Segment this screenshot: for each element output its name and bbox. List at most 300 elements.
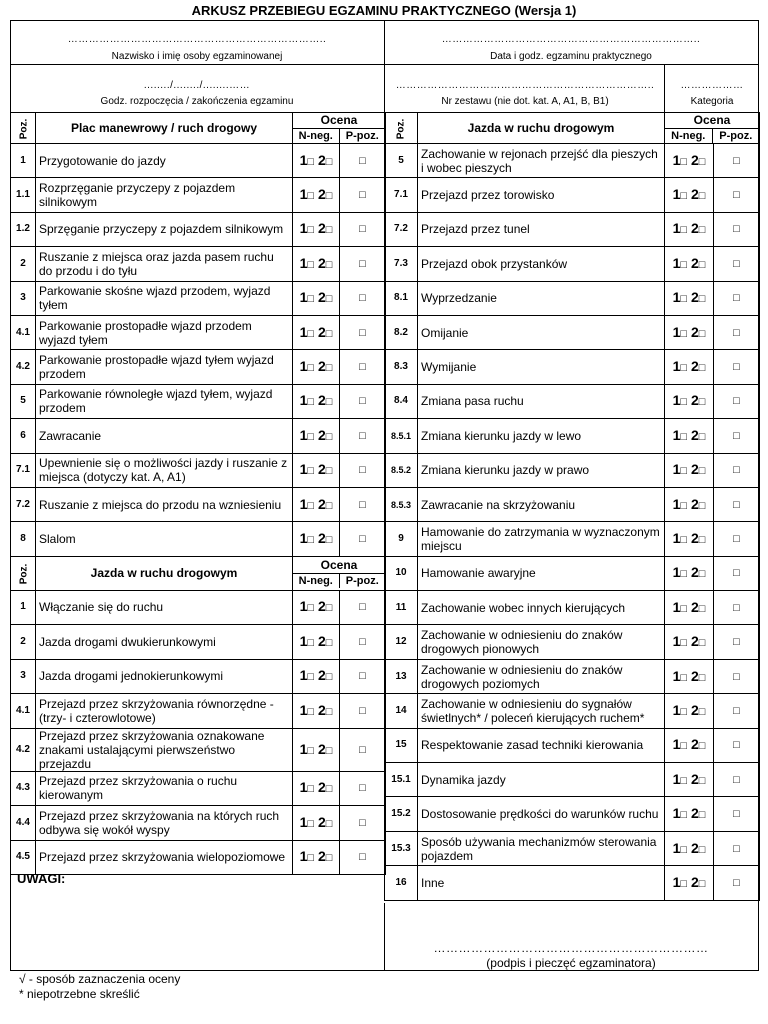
- table-row: [385, 384, 760, 418]
- table-row: [385, 831, 760, 865]
- score-checkboxes[interactable]: [293, 840, 340, 875]
- nneg-label: N-neg.: [293, 574, 340, 588]
- item-text: Ruszanie z miejsca oraz jazda pasem ruchu do przodu i do tyłu: [36, 247, 293, 281]
- score-checkboxes[interactable]: [665, 247, 714, 281]
- item-number: 7.2: [385, 212, 418, 246]
- score-1-label: 1: [299, 220, 308, 237]
- score-2-label: 2: [690, 151, 699, 168]
- score-2-label: 2: [690, 770, 699, 787]
- score-2-checkbox[interactable]: □: [698, 258, 706, 271]
- poz-header: [11, 556, 36, 590]
- item-number: 11: [385, 591, 418, 625]
- score-2-label: 2: [690, 736, 699, 753]
- score-1-checkbox[interactable]: □: [307, 258, 315, 271]
- item-text: Jazda drogami jednokierunkowymi: [36, 659, 293, 694]
- item-text: Dynamika jazdy: [418, 763, 665, 797]
- left-table: [10, 112, 386, 875]
- table-row: [385, 315, 760, 349]
- item-text: Ruszanie z miejsca do przodu na wzniesieniu: [36, 487, 293, 521]
- score-checkboxes[interactable]: [293, 384, 340, 418]
- item-text: Zmiana kierunku jazdy w prawo: [418, 453, 665, 487]
- table-row: [385, 694, 760, 728]
- score-checkboxes[interactable]: [665, 281, 714, 315]
- score-checkboxes[interactable]: [665, 831, 714, 865]
- score-2-checkbox[interactable]: □: [698, 774, 706, 787]
- table-row: [11, 806, 386, 841]
- ppoz-checkbox[interactable]: □: [340, 659, 386, 694]
- item-text: Przejazd przez skrzyżowania wielopoziomowe: [36, 840, 293, 875]
- ppoz-checkbox[interactable]: □: [714, 487, 760, 521]
- ppoz-checkbox[interactable]: □: [714, 144, 760, 178]
- table-row: [385, 453, 760, 487]
- item-text: Zachowanie w rejonach przejść dla pieszych i wobec pieszych: [418, 144, 665, 178]
- score-1-checkbox[interactable]: □: [680, 809, 688, 822]
- item-number: 8.1: [385, 281, 418, 315]
- score-1-label: 1: [299, 151, 308, 168]
- ppoz-checkbox[interactable]: □: [714, 659, 760, 693]
- score-1-label: 1: [672, 495, 681, 512]
- score-1-checkbox[interactable]: □: [307, 465, 315, 478]
- score-1-label: 1: [672, 839, 681, 856]
- score-2-checkbox[interactable]: □: [325, 293, 333, 306]
- score-checkboxes[interactable]: [665, 350, 714, 384]
- score-1-checkbox[interactable]: □: [680, 293, 688, 306]
- time-dots[interactable]: ......../......../........……: [143, 80, 251, 91]
- score-checkboxes[interactable]: [293, 487, 340, 521]
- score-2-label: 2: [690, 839, 699, 856]
- score-1-checkbox[interactable]: □: [680, 843, 688, 856]
- ppoz-checkbox[interactable]: □: [340, 281, 386, 315]
- score-checkboxes[interactable]: [665, 384, 714, 418]
- item-number: 16: [385, 866, 418, 900]
- ppoz-checkbox[interactable]: □: [340, 590, 386, 625]
- score-checkboxes[interactable]: [665, 144, 714, 178]
- score-checkboxes[interactable]: [293, 728, 340, 771]
- score-1-checkbox[interactable]: □: [307, 362, 315, 375]
- table-row: [385, 281, 760, 315]
- score-2-label: 2: [317, 323, 326, 340]
- item-number: 15.2: [385, 797, 418, 831]
- score-1-checkbox[interactable]: □: [680, 774, 688, 787]
- score-1-checkbox[interactable]: □: [307, 155, 315, 168]
- score-1-checkbox[interactable]: □: [680, 430, 688, 443]
- score-2-checkbox[interactable]: □: [325, 533, 333, 546]
- signature-label: (podpis i pieczęć egzaminatora): [486, 956, 656, 970]
- score-1-checkbox[interactable]: □: [307, 636, 315, 649]
- table-row: [11, 212, 386, 246]
- score-1-checkbox[interactable]: □: [680, 705, 688, 718]
- score-checkboxes[interactable]: [293, 144, 340, 178]
- ppoz-checkbox[interactable]: □: [714, 694, 760, 728]
- score-checkboxes[interactable]: [293, 178, 340, 212]
- score-1-checkbox[interactable]: □: [680, 155, 688, 168]
- score-checkboxes[interactable]: [665, 625, 714, 659]
- score-2-label: 2: [317, 740, 326, 757]
- score-1-checkbox[interactable]: □: [680, 740, 688, 753]
- score-1-label: 1: [299, 426, 308, 443]
- score-checkboxes[interactable]: [293, 212, 340, 246]
- score-2-checkbox[interactable]: □: [325, 327, 333, 340]
- score-2-label: 2: [690, 667, 699, 684]
- score-2-checkbox[interactable]: □: [325, 362, 333, 375]
- ocena-header: [665, 113, 760, 144]
- score-2-label: 2: [317, 461, 326, 478]
- score-1-checkbox[interactable]: □: [307, 705, 315, 718]
- score-1-label: 1: [299, 529, 308, 546]
- ppoz-checkbox[interactable]: □: [714, 591, 760, 625]
- table-row: [385, 178, 760, 212]
- ppoz-checkbox[interactable]: □: [340, 487, 386, 521]
- item-number: 14: [385, 694, 418, 728]
- score-2-checkbox[interactable]: □: [325, 396, 333, 409]
- score-checkboxes[interactable]: [293, 694, 340, 729]
- ppoz-checkbox[interactable]: □: [714, 178, 760, 212]
- score-checkboxes[interactable]: [293, 806, 340, 841]
- ppoz-checkbox[interactable]: □: [714, 728, 760, 762]
- ppoz-checkbox[interactable]: □: [340, 247, 386, 281]
- ppoz-checkbox[interactable]: □: [714, 384, 760, 418]
- ppoz-checkbox[interactable]: □: [714, 281, 760, 315]
- score-1-checkbox[interactable]: □: [680, 190, 688, 203]
- score-2-label: 2: [317, 289, 326, 306]
- right-table: [384, 112, 760, 901]
- score-1-label: 1: [672, 805, 681, 822]
- item-text: Zachowanie w odniesieniu do znaków drogowych poziomych: [418, 659, 665, 693]
- score-2-label: 2: [690, 598, 699, 615]
- ppoz-checkbox[interactable]: □: [340, 178, 386, 212]
- score-2-checkbox[interactable]: □: [325, 705, 333, 718]
- item-text: Wymijanie: [418, 350, 665, 384]
- score-2-label: 2: [690, 289, 699, 306]
- score-2-checkbox[interactable]: □: [698, 190, 706, 203]
- score-checkboxes[interactable]: [665, 487, 714, 521]
- score-1-label: 1: [299, 495, 308, 512]
- score-2-label: 2: [690, 805, 699, 822]
- ppoz-checkbox[interactable]: □: [714, 315, 760, 349]
- score-1-label: 1: [672, 426, 681, 443]
- item-number: 8.5.3: [385, 487, 418, 521]
- score-2-checkbox[interactable]: □: [325, 852, 333, 865]
- score-2-checkbox[interactable]: □: [325, 744, 333, 757]
- item-text: Włączanie się do ruchu: [36, 590, 293, 625]
- score-2-label: 2: [690, 529, 699, 546]
- set-label: Nr zestawu (nie dot. kat. A, A1, B, B1): [441, 96, 609, 107]
- score-2-label: 2: [690, 186, 699, 203]
- item-number: 4.3: [11, 771, 36, 806]
- score-2-label: 2: [317, 848, 326, 865]
- ppoz-checkbox[interactable]: □: [340, 625, 386, 660]
- poz-label: Poz.: [395, 118, 406, 140]
- score-1-checkbox[interactable]: □: [680, 224, 688, 237]
- uwagi-label: UWAGI:: [17, 871, 66, 886]
- ppoz-checkbox[interactable]: □: [714, 522, 760, 556]
- section-header: [11, 556, 386, 590]
- score-1-label: 1: [672, 461, 681, 478]
- item-number: 2: [11, 625, 36, 660]
- score-2-checkbox[interactable]: □: [698, 637, 706, 650]
- ppoz-checkbox[interactable]: □: [340, 212, 386, 246]
- signature-dots[interactable]: …………………………………………………………: [433, 941, 709, 955]
- section-title: Plac manewrowy / ruch drogowy: [36, 113, 293, 144]
- table-row: [11, 315, 386, 349]
- score-checkboxes[interactable]: [293, 771, 340, 806]
- ppoz-checkbox[interactable]: □: [714, 350, 760, 384]
- item-number: 5: [11, 384, 36, 418]
- table-row: [11, 659, 386, 694]
- ppoz-checkbox[interactable]: □: [714, 212, 760, 246]
- score-1-checkbox[interactable]: □: [680, 602, 688, 615]
- score-checkboxes[interactable]: [665, 522, 714, 556]
- score-2-checkbox[interactable]: □: [698, 568, 706, 581]
- score-1-checkbox[interactable]: □: [307, 293, 315, 306]
- score-2-checkbox[interactable]: □: [325, 465, 333, 478]
- category-dots[interactable]: ………………: [680, 80, 744, 91]
- score-2-checkbox[interactable]: □: [698, 465, 706, 478]
- score-checkboxes[interactable]: [293, 659, 340, 694]
- ppoz-checkbox[interactable]: □: [714, 625, 760, 659]
- score-2-checkbox[interactable]: □: [698, 843, 706, 856]
- ppoz-checkbox[interactable]: □: [340, 806, 386, 841]
- score-1-checkbox[interactable]: □: [680, 258, 688, 271]
- score-2-checkbox[interactable]: □: [698, 430, 706, 443]
- score-1-checkbox[interactable]: □: [307, 671, 315, 684]
- score-checkboxes[interactable]: [665, 694, 714, 728]
- score-2-label: 2: [317, 529, 326, 546]
- score-checkboxes[interactable]: [665, 591, 714, 625]
- item-number: 7.2: [11, 487, 36, 521]
- score-2-checkbox[interactable]: □: [325, 817, 333, 830]
- score-checkboxes[interactable]: [665, 556, 714, 590]
- score-2-checkbox[interactable]: □: [698, 396, 706, 409]
- score-checkboxes[interactable]: [665, 728, 714, 762]
- score-2-checkbox[interactable]: □: [698, 327, 706, 340]
- score-checkboxes[interactable]: [665, 315, 714, 349]
- score-2-checkbox[interactable]: □: [698, 499, 706, 512]
- ppoz-checkbox[interactable]: □: [340, 350, 386, 384]
- ocena-label: Ocena: [665, 113, 759, 129]
- table-row: [11, 522, 386, 556]
- item-text: Przejazd przez tunel: [418, 212, 665, 246]
- score-checkboxes[interactable]: [293, 522, 340, 556]
- score-1-checkbox[interactable]: □: [680, 568, 688, 581]
- score-2-label: 2: [317, 358, 326, 375]
- score-2-checkbox[interactable]: □: [698, 740, 706, 753]
- score-1-checkbox[interactable]: □: [307, 744, 315, 757]
- table-row: [385, 522, 760, 556]
- score-1-checkbox[interactable]: □: [307, 602, 315, 615]
- score-1-checkbox[interactable]: □: [680, 396, 688, 409]
- score-2-checkbox[interactable]: □: [698, 602, 706, 615]
- score-2-label: 2: [690, 633, 699, 650]
- score-2-checkbox[interactable]: □: [325, 224, 333, 237]
- item-number: 4.2: [11, 728, 36, 771]
- score-1-label: 1: [299, 632, 308, 649]
- score-2-checkbox[interactable]: □: [698, 533, 706, 546]
- score-1-label: 1: [672, 220, 681, 237]
- item-number: 15.3: [385, 831, 418, 865]
- ocena-header: [293, 113, 386, 144]
- ppoz-checkbox[interactable]: □: [714, 866, 760, 900]
- score-1-checkbox[interactable]: □: [307, 783, 315, 796]
- item-number: 1.1: [11, 178, 36, 212]
- score-1-checkbox[interactable]: □: [307, 533, 315, 546]
- score-checkboxes[interactable]: [293, 315, 340, 349]
- score-1-checkbox[interactable]: □: [307, 224, 315, 237]
- ppoz-checkbox[interactable]: □: [340, 315, 386, 349]
- score-1-checkbox[interactable]: □: [307, 430, 315, 443]
- item-number: 4.5: [11, 840, 36, 875]
- score-2-label: 2: [690, 254, 699, 271]
- ppoz-checkbox[interactable]: □: [714, 419, 760, 453]
- score-2-checkbox[interactable]: □: [325, 430, 333, 443]
- score-checkboxes[interactable]: [665, 866, 714, 900]
- score-checkboxes[interactable]: [293, 247, 340, 281]
- item-number: 8.4: [385, 384, 418, 418]
- score-checkboxes[interactable]: [293, 453, 340, 487]
- name-dots[interactable]: ………………………………………………………………..: [67, 34, 327, 45]
- item-number: 8.5.1: [385, 419, 418, 453]
- ppoz-checkbox[interactable]: □: [340, 694, 386, 729]
- score-checkboxes[interactable]: [665, 178, 714, 212]
- score-2-checkbox[interactable]: □: [325, 499, 333, 512]
- score-1-checkbox[interactable]: □: [307, 327, 315, 340]
- score-checkboxes[interactable]: [665, 212, 714, 246]
- score-2-label: 2: [690, 461, 699, 478]
- item-number: 13: [385, 659, 418, 693]
- score-1-checkbox[interactable]: □: [680, 465, 688, 478]
- score-checkboxes[interactable]: [293, 419, 340, 453]
- score-2-label: 2: [317, 495, 326, 512]
- score-2-checkbox[interactable]: □: [698, 155, 706, 168]
- score-1-checkbox[interactable]: □: [307, 817, 315, 830]
- table-row: [385, 144, 760, 178]
- ppoz-checkbox[interactable]: □: [714, 831, 760, 865]
- score-1-checkbox[interactable]: □: [680, 877, 688, 890]
- item-text: Przejazd przez skrzyżowania o ruchu kierowanym: [36, 771, 293, 806]
- score-2-label: 2: [317, 426, 326, 443]
- ppoz-checkbox[interactable]: □: [340, 384, 386, 418]
- item-text: Przejazd przez skrzyżowania oznakowane znakami ustalającymi pierwszeństwo przejazdu: [36, 728, 293, 771]
- score-1-checkbox[interactable]: □: [680, 671, 688, 684]
- score-checkboxes[interactable]: [665, 797, 714, 831]
- item-text: Zawracanie na skrzyżowaniu: [418, 487, 665, 521]
- item-number: 7.1: [385, 178, 418, 212]
- score-checkboxes[interactable]: [293, 281, 340, 315]
- date-dots[interactable]: ………………………………………………………………..: [441, 34, 701, 45]
- score-1-label: 1: [299, 598, 308, 615]
- score-2-checkbox[interactable]: □: [698, 293, 706, 306]
- score-2-checkbox[interactable]: □: [698, 877, 706, 890]
- item-text: Hamowanie do zatrzymania w wyznaczonym miejscu: [418, 522, 665, 556]
- score-2-checkbox[interactable]: □: [325, 602, 333, 615]
- score-checkboxes[interactable]: [293, 625, 340, 660]
- table-row: [385, 556, 760, 590]
- score-1-checkbox[interactable]: □: [680, 637, 688, 650]
- ppoz-checkbox[interactable]: □: [714, 556, 760, 590]
- score-checkboxes[interactable]: [665, 763, 714, 797]
- score-2-checkbox[interactable]: □: [698, 809, 706, 822]
- ppoz-checkbox[interactable]: □: [714, 247, 760, 281]
- score-1-checkbox[interactable]: □: [680, 533, 688, 546]
- score-checkboxes[interactable]: [293, 590, 340, 625]
- score-2-checkbox[interactable]: □: [325, 636, 333, 649]
- item-text: Zmiana pasa ruchu: [418, 384, 665, 418]
- ppoz-checkbox[interactable]: □: [340, 144, 386, 178]
- ppoz-checkbox[interactable]: □: [714, 763, 760, 797]
- ppoz-checkbox[interactable]: □: [340, 419, 386, 453]
- item-text: Parkowanie równoległe wjazd tyłem, wyjazd przodem: [36, 384, 293, 418]
- item-text: Parkowanie prostopadłe wjazd tyłem wyjazd przodem: [36, 350, 293, 384]
- score-2-checkbox[interactable]: □: [698, 224, 706, 237]
- score-1-checkbox[interactable]: □: [680, 362, 688, 375]
- score-2-checkbox[interactable]: □: [698, 705, 706, 718]
- score-2-checkbox[interactable]: □: [698, 671, 706, 684]
- score-2-label: 2: [690, 323, 699, 340]
- ppoz-checkbox[interactable]: □: [340, 728, 386, 771]
- score-1-checkbox[interactable]: □: [680, 327, 688, 340]
- score-1-label: 1: [299, 848, 308, 865]
- score-checkboxes[interactable]: [665, 453, 714, 487]
- score-1-checkbox[interactable]: □: [307, 396, 315, 409]
- score-2-checkbox[interactable]: □: [325, 783, 333, 796]
- item-number: 12: [385, 625, 418, 659]
- score-1-label: 1: [672, 186, 681, 203]
- ppoz-checkbox[interactable]: □: [340, 453, 386, 487]
- score-2-checkbox[interactable]: □: [325, 258, 333, 271]
- set-dots[interactable]: ………………………………………………………………..: [395, 80, 655, 91]
- table-row: [11, 281, 386, 315]
- score-1-checkbox[interactable]: □: [307, 499, 315, 512]
- score-1-label: 1: [672, 770, 681, 787]
- score-2-label: 2: [317, 151, 326, 168]
- ppoz-checkbox[interactable]: □: [340, 522, 386, 556]
- ppoz-checkbox[interactable]: □: [340, 840, 386, 875]
- score-2-label: 2: [317, 632, 326, 649]
- score-2-checkbox[interactable]: □: [325, 671, 333, 684]
- score-2-checkbox[interactable]: □: [325, 190, 333, 203]
- table-row: [11, 350, 386, 384]
- item-text: Parkowanie prostopadłe wjazd przodem wyjazd tyłem: [36, 315, 293, 349]
- poz-label: Poz.: [18, 118, 30, 140]
- score-1-label: 1: [299, 740, 308, 757]
- ppoz-checkbox[interactable]: □: [340, 771, 386, 806]
- item-number: 6: [11, 419, 36, 453]
- score-1-label: 1: [672, 358, 681, 375]
- item-text: Parkowanie skośne wjazd przodem, wyjazd tyłem: [36, 281, 293, 315]
- ppoz-checkbox[interactable]: □: [714, 797, 760, 831]
- score-1-checkbox[interactable]: □: [307, 852, 315, 865]
- score-checkboxes[interactable]: [665, 419, 714, 453]
- item-text: Sprzęganie przyczepy z pojazdem silnikowym: [36, 212, 293, 246]
- score-2-checkbox[interactable]: □: [698, 362, 706, 375]
- ppoz-checkbox[interactable]: □: [714, 453, 760, 487]
- score-1-checkbox[interactable]: □: [680, 499, 688, 512]
- score-1-label: 1: [299, 392, 308, 409]
- item-number: 3: [11, 281, 36, 315]
- score-1-checkbox[interactable]: □: [307, 190, 315, 203]
- score-1-label: 1: [299, 289, 308, 306]
- item-text: Omijanie: [418, 315, 665, 349]
- score-2-checkbox[interactable]: □: [325, 155, 333, 168]
- score-checkboxes[interactable]: [293, 350, 340, 384]
- score-1-label: 1: [672, 667, 681, 684]
- score-2-label: 2: [317, 254, 326, 271]
- footnote-mark: √ - sposób zaznaczenia oceny: [19, 972, 181, 986]
- item-number: 4.2: [11, 350, 36, 384]
- score-checkboxes[interactable]: [665, 659, 714, 693]
- score-2-label: 2: [317, 186, 326, 203]
- item-number: 2: [11, 247, 36, 281]
